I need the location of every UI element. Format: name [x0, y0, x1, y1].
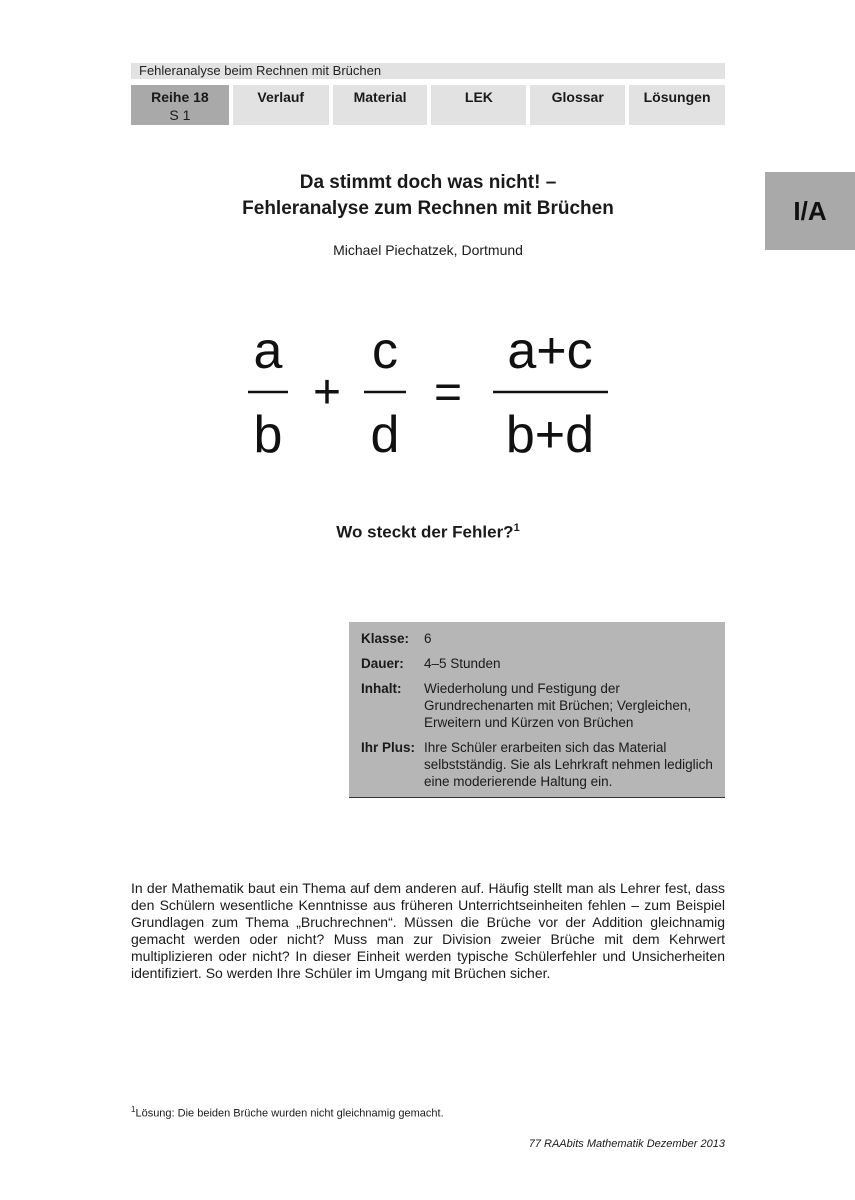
plus-sign: +	[312, 366, 342, 419]
series-title-bar	[131, 63, 725, 79]
series-title: Fehleranalyse beim Rechnen mit Brüchen	[139, 63, 382, 78]
question-text: Wo steckt der Fehler?	[336, 522, 514, 542]
page-title	[131, 170, 725, 222]
footnote-text: Lösung: Die beiden Brüche wurden nicht gleichnamig gemacht.	[135, 1107, 444, 1120]
footnote	[131, 1105, 725, 1120]
klasse-label: Klasse:	[361, 631, 410, 646]
plus-label: Ihr Plus:	[361, 740, 416, 755]
inhalt-label: Inhalt:	[361, 681, 402, 696]
fraction-2-numerator: c	[372, 322, 398, 380]
tab-verlauf[interactable]: Verlauf	[233, 85, 329, 125]
equals-sign: =	[433, 366, 463, 419]
klasse-value: 6	[424, 631, 432, 646]
info-row-plus	[361, 739, 713, 790]
info-row-inhalt	[361, 680, 713, 731]
title-line-2: Fehleranalyse zum Rechnen mit Brüchen	[242, 198, 614, 219]
question-heading	[131, 522, 725, 543]
section-nav	[131, 85, 725, 125]
fraction-1-denominator: b	[253, 406, 283, 464]
fraction-2-denominator: d	[370, 406, 400, 464]
tab-glossar[interactable]: Glossar	[530, 85, 625, 125]
info-row-dauer	[361, 655, 713, 672]
tab-reihe[interactable]	[131, 85, 229, 125]
formula-graphic	[240, 312, 620, 472]
title-line-1: Da stimmt doch was nicht! –	[299, 172, 557, 193]
plus-value: Ihre Schüler erarbeiten sich das Material selbstständig. Sie als Lehrkraft nehmen lediglich eine moderierende Haltung ein.	[424, 740, 713, 789]
fraction-3-denominator: b+d	[505, 406, 595, 464]
page-footer: 77 RAAbits Mathematik Dezember 2013	[528, 1138, 725, 1150]
reihe-label: Reihe 18	[151, 89, 209, 105]
dauer-label: Dauer:	[361, 656, 404, 671]
tab-loesungen[interactable]: Lösungen	[629, 85, 725, 125]
dauer-value: 4–5 Stunden	[424, 656, 501, 671]
tab-lek[interactable]: LEK	[431, 85, 526, 125]
page-label: S 1	[169, 107, 191, 123]
info-box	[349, 622, 725, 798]
info-row-klasse	[361, 630, 713, 647]
footnote-mark: 1	[131, 1105, 136, 1114]
fraction-1-numerator: a	[253, 322, 283, 380]
intro-paragraph: In der Mathematik baut ein Thema auf dem anderen auf. Häufig stellt man als Lehrer fest, dass den Schülern wesentliche Kenntnisse aus früheren Unterrichtseinheiten fehlen – zum Beispiel Grundlagen zum Thema „Bruchrechnen“. Müssen die Brüche vor der Addition gleichnamig gemacht werden oder nicht? Muss man zur Division zweier Brüche mit dem Kehrwert multiplizieren oder nicht? In dieser Einheit werden typische Schülerfehler und Unsicherheiten identifiziert. So werden Ihre Schüler im Umgang mit Brüchen sicher.	[131, 880, 725, 981]
author: Michael Piechatzek, Dortmund	[333, 242, 523, 258]
inhalt-value: Wiederholung und Festigung der Grundrechenarten mit Brüchen; Vergleichen, Erweitern und Kürzen von Brüchen	[424, 681, 692, 730]
fraction-3-numerator: a+c	[507, 322, 593, 380]
tab-material[interactable]: Material	[333, 85, 428, 125]
side-section-tab: I/A	[765, 172, 855, 250]
fraction-formula	[240, 312, 620, 472]
question-footnote-mark[interactable]: 1	[513, 522, 520, 534]
